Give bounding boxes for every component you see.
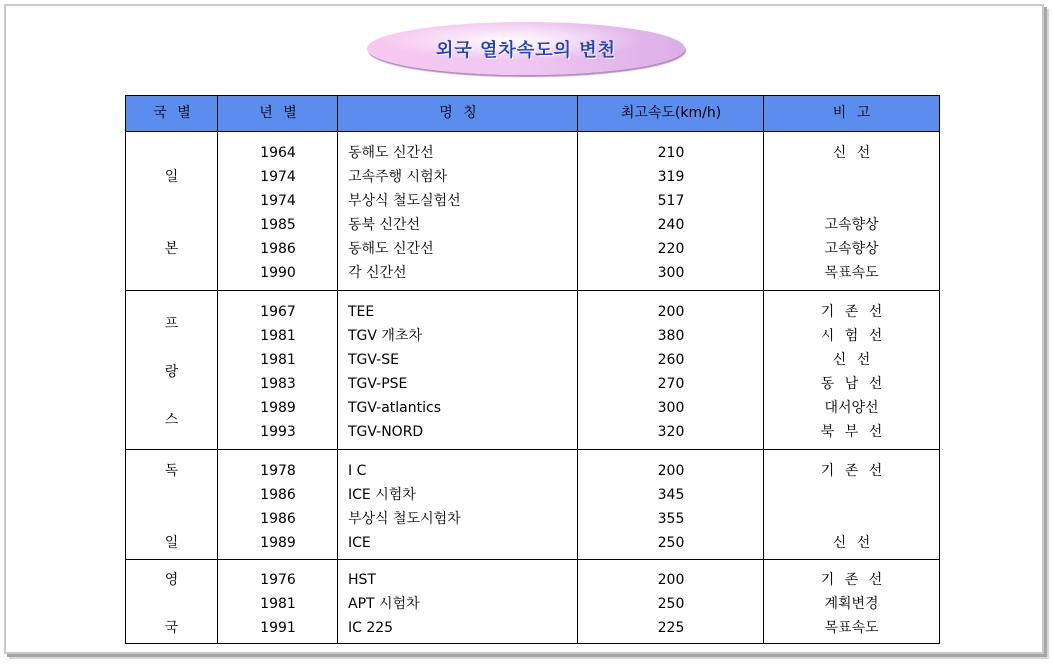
table-row [126,372,939,396]
country-cell [126,291,217,449]
year-cell: 1991 [260,620,296,636]
max-speed-cell: 300 [657,265,685,281]
column-divider [217,96,218,643]
train-name-cell: TGV 개초차 [348,328,422,344]
max-speed-cell: 319 [657,169,685,185]
table-row [126,348,939,372]
year-cell: 1978 [260,463,296,479]
table-row [126,592,939,616]
note-cell: 기 존 선 [820,304,883,320]
note-cell [764,189,939,213]
year-cell: 1976 [260,572,296,588]
max-speed-cell: 380 [657,328,685,344]
year-cell: 1986 [260,511,296,527]
year-cell: 1981 [260,328,296,344]
year-cell: 1986 [260,241,296,257]
train-name-cell: 동해도 신간선 [348,241,434,257]
header-country: 국 별 [153,105,191,121]
note-cell: 시 험 선 [820,328,883,344]
note-cell: 기 존 선 [820,572,883,588]
max-speed-cell: 300 [657,400,685,416]
table-body [126,132,939,643]
table-row [126,165,939,189]
country-name-char: 랑 [164,364,179,380]
max-speed-cell: 225 [657,620,685,636]
max-speed-cell: 240 [657,217,685,233]
header-note: 비 고 [832,105,871,121]
country-name-char: 영 [164,572,179,588]
table-row [126,507,939,531]
max-speed-cell: 210 [657,145,685,161]
max-speed-cell: 250 [657,596,685,612]
note-cell: 고속향상 [824,241,879,257]
table-row [126,531,939,555]
table-header-row [126,96,939,132]
max-speed-cell: 270 [657,376,685,392]
title-banner [367,22,685,75]
table-row [126,141,939,165]
table-row [126,261,939,285]
country-cell [126,560,217,643]
max-speed-cell: 220 [657,241,685,257]
note-cell: 북 부 선 [820,424,883,440]
table-row [126,420,939,444]
country-name-char: 독 [164,463,179,479]
table-row [126,237,939,261]
year-cell: 1985 [260,217,296,233]
year-cell: 1981 [260,352,296,368]
note-cell [764,165,939,189]
table-row [126,568,939,592]
year-cell: 1974 [260,169,296,185]
note-cell: 목표속도 [824,265,879,281]
note-cell: 목표속도 [824,620,879,636]
train-name-cell: TEE [348,304,375,320]
country-name-char: 본 [164,241,179,257]
train-name-cell: IC 225 [348,620,394,636]
train-name-cell: ICE [348,535,371,551]
country-name-char: 국 [164,620,179,636]
train-name-cell: 동북 신간선 [348,217,421,233]
year-cell: 1993 [260,424,296,440]
column-divider [577,96,578,643]
note-cell [764,483,939,507]
max-speed-cell: 200 [657,572,685,588]
country-name-char: 일 [164,169,179,185]
country-cell [126,132,217,290]
max-speed-cell: 320 [657,424,685,440]
table-row [126,300,939,324]
max-speed-cell: 355 [657,511,685,527]
header-name: 명 칭 [439,105,477,121]
year-cell: 1967 [260,304,296,320]
max-speed-cell: 517 [657,193,685,209]
note-cell: 기 존 선 [820,463,883,479]
slide-title: 외국 열차속도의 변천 [435,39,617,61]
max-speed-cell: 345 [657,487,685,503]
train-name-cell: HST [348,572,376,588]
table-row [126,213,939,237]
year-cell: 1983 [260,376,296,392]
country-cell [126,450,217,559]
note-cell: 동 남 선 [820,376,883,392]
country-group [126,132,939,291]
country-group [126,291,939,450]
max-speed-cell: 200 [657,463,685,479]
year-cell: 1986 [260,487,296,503]
column-divider [763,96,764,643]
year-cell: 1989 [260,535,296,551]
country-name-char: 스 [164,412,179,428]
train-name-cell: APT 시험차 [348,596,420,612]
country-name-char: 프 [164,316,179,332]
note-cell: 고속향상 [824,217,879,233]
note-cell: 대서양선 [824,400,879,416]
country-group [126,450,939,560]
note-cell: 신 선 [832,352,871,368]
year-cell: 1989 [260,400,296,416]
train-name-cell: 부상식 철도실험선 [348,193,461,209]
note-cell: 신 선 [832,145,871,161]
table-row [126,396,939,420]
table-row [126,616,939,640]
table-row [126,459,939,483]
table-row [126,189,939,213]
train-name-cell: 동해도 신간선 [348,145,434,161]
max-speed-cell: 250 [657,535,685,551]
train-name-cell: 고속주행 시험차 [348,169,448,185]
train-name-cell: TGV-atlantics [348,400,441,416]
train-name-cell: TGV-SE [348,352,399,368]
max-speed-cell: 260 [657,352,685,368]
year-cell: 1981 [260,596,296,612]
train-name-cell: I C [348,463,367,479]
year-cell: 1974 [260,193,296,209]
train-name-cell: 부상식 철도시험차 [348,511,461,527]
train-name-cell: ICE 시험차 [348,487,416,503]
train-name-cell: TGV-NORD [348,424,424,440]
table-row [126,324,939,348]
train-name-cell: 각 신간선 [348,265,407,281]
year-cell: 1990 [260,265,296,281]
country-name-char: 일 [164,535,179,551]
note-cell [764,507,939,531]
year-cell: 1964 [260,145,296,161]
table-row [126,483,939,507]
train-name-cell: TGV-PSE [348,376,408,392]
column-divider [337,96,338,643]
country-group [126,560,939,643]
note-cell: 신 선 [832,535,871,551]
note-cell: 계획변경 [824,596,879,612]
header-max-speed: 최고속도(km/h) [620,105,722,121]
train-speed-table [125,95,940,644]
header-year: 년 별 [259,105,297,121]
max-speed-cell: 200 [657,304,685,320]
